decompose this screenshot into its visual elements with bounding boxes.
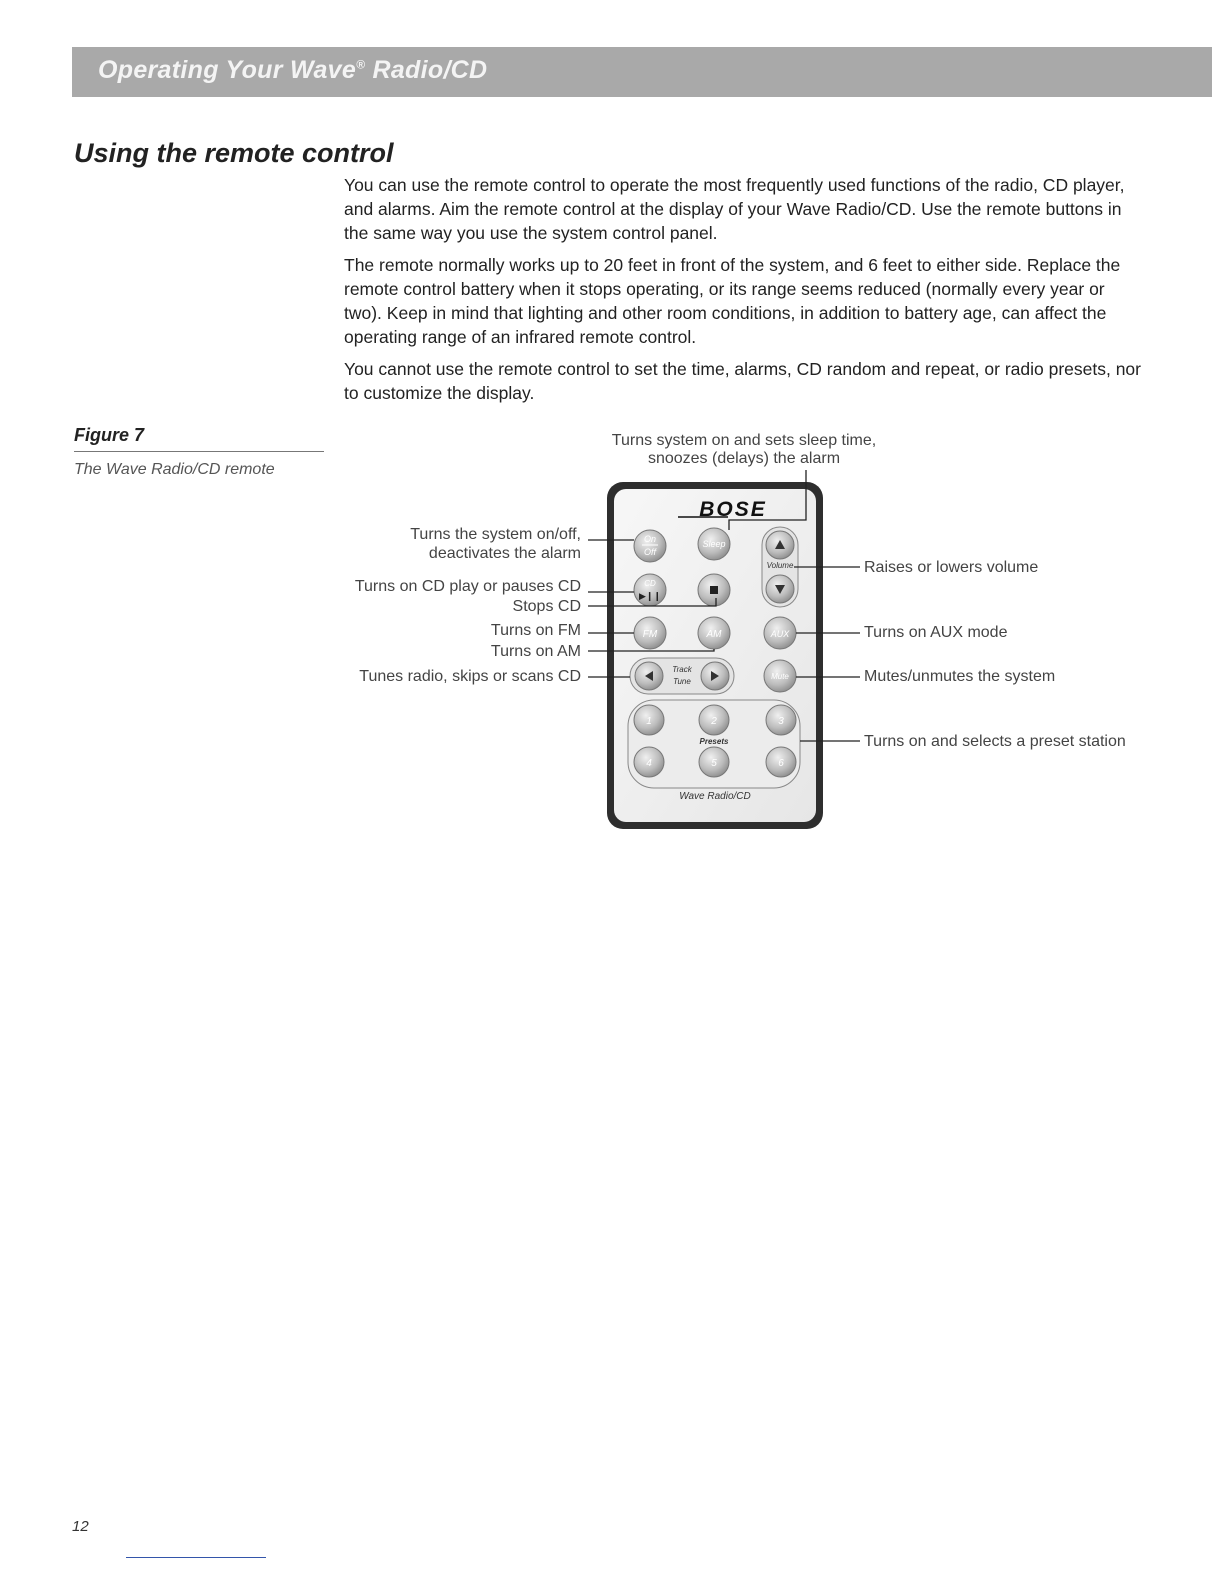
svg-text:5: 5 (711, 758, 717, 769)
brand-logo: BOSE (699, 498, 767, 521)
svg-text:Tune: Tune (673, 677, 691, 686)
page-number: 12 (72, 1518, 89, 1535)
callout-on-off-line2: deactivates the alarm (428, 545, 581, 562)
svg-text:FM: FM (642, 629, 658, 640)
svg-text:Mute: Mute (771, 672, 789, 681)
paragraph: You cannot use the remote control to set the time, alarms, CD random and repeat, or radio presets, nor to customize the display. (344, 359, 1141, 403)
paragraph: You can use the remote control to operate the most frequently used functions of the radio, CD player, and alarms. Aim the remote control at the display of your Wave Radio/CD. Use the remote buttons in the same way you use the system control panel. (344, 175, 1125, 243)
svg-text:On: On (643, 534, 657, 544)
callout-on-off-line1: Turns the system on/off, (410, 526, 581, 543)
svg-text:▶❙❙: ▶❙❙ (638, 592, 662, 602)
callout-aux: Turns on AUX mode (864, 624, 1008, 641)
callout-am: Turns on AM (490, 643, 581, 660)
model-label: Wave Radio/CD (679, 791, 751, 802)
svg-text:Track: Track (672, 665, 692, 674)
svg-text:Volume: Volume (766, 561, 794, 570)
callout-stop: Stops CD (512, 598, 581, 615)
callout-volume: Raises or lowers volume (864, 559, 1039, 576)
callout-sleep-line1: Turns system on and sets sleep time, (611, 432, 877, 449)
callout-cd-play: Turns on CD play or pauses CD (354, 578, 581, 595)
figure-caption: The Wave Radio/CD remote (74, 461, 275, 478)
svg-text:AUX: AUX (770, 629, 790, 639)
callout-presets: Turns on and selects a preset station (864, 733, 1126, 750)
figure-label: Figure 7 (74, 425, 145, 445)
svg-text:3: 3 (778, 716, 784, 727)
callout-sleep (594, 432, 894, 468)
svg-text:1: 1 (646, 716, 652, 727)
callout-tune: Tunes radio, skips or scans CD (359, 668, 581, 685)
banner-title: Operating Your Wave® Radio/CD (98, 56, 488, 84)
svg-text:CD: CD (644, 579, 656, 588)
footer-rule (126, 1557, 266, 1558)
svg-text:AM: AM (706, 629, 722, 640)
svg-text:Sleep: Sleep (702, 539, 726, 549)
callout-fm: Turns on FM (490, 622, 581, 639)
svg-text:Presets: Presets (699, 737, 729, 746)
svg-text:6: 6 (778, 758, 784, 769)
section-title: Using the remote control (74, 138, 394, 168)
paragraph: The remote normally works up to 20 feet in front of the system, and 6 feet to either side. Replace the remote control battery when it stops operating, or its range seems reduced (normally every year or two). Keep in mind that lighting and other room conditions, in addition to battery age, can affect the operating range of an infrared remote control. (344, 255, 1121, 347)
callout-on-off (410, 525, 581, 563)
callout-mute: Mutes/unmutes the system (864, 668, 1056, 685)
svg-text:Off: Off (643, 547, 657, 557)
svg-text:2: 2 (711, 716, 717, 727)
svg-text:4: 4 (646, 758, 652, 769)
callout-sleep-line2: snoozes (delays) the alarm (647, 450, 841, 467)
